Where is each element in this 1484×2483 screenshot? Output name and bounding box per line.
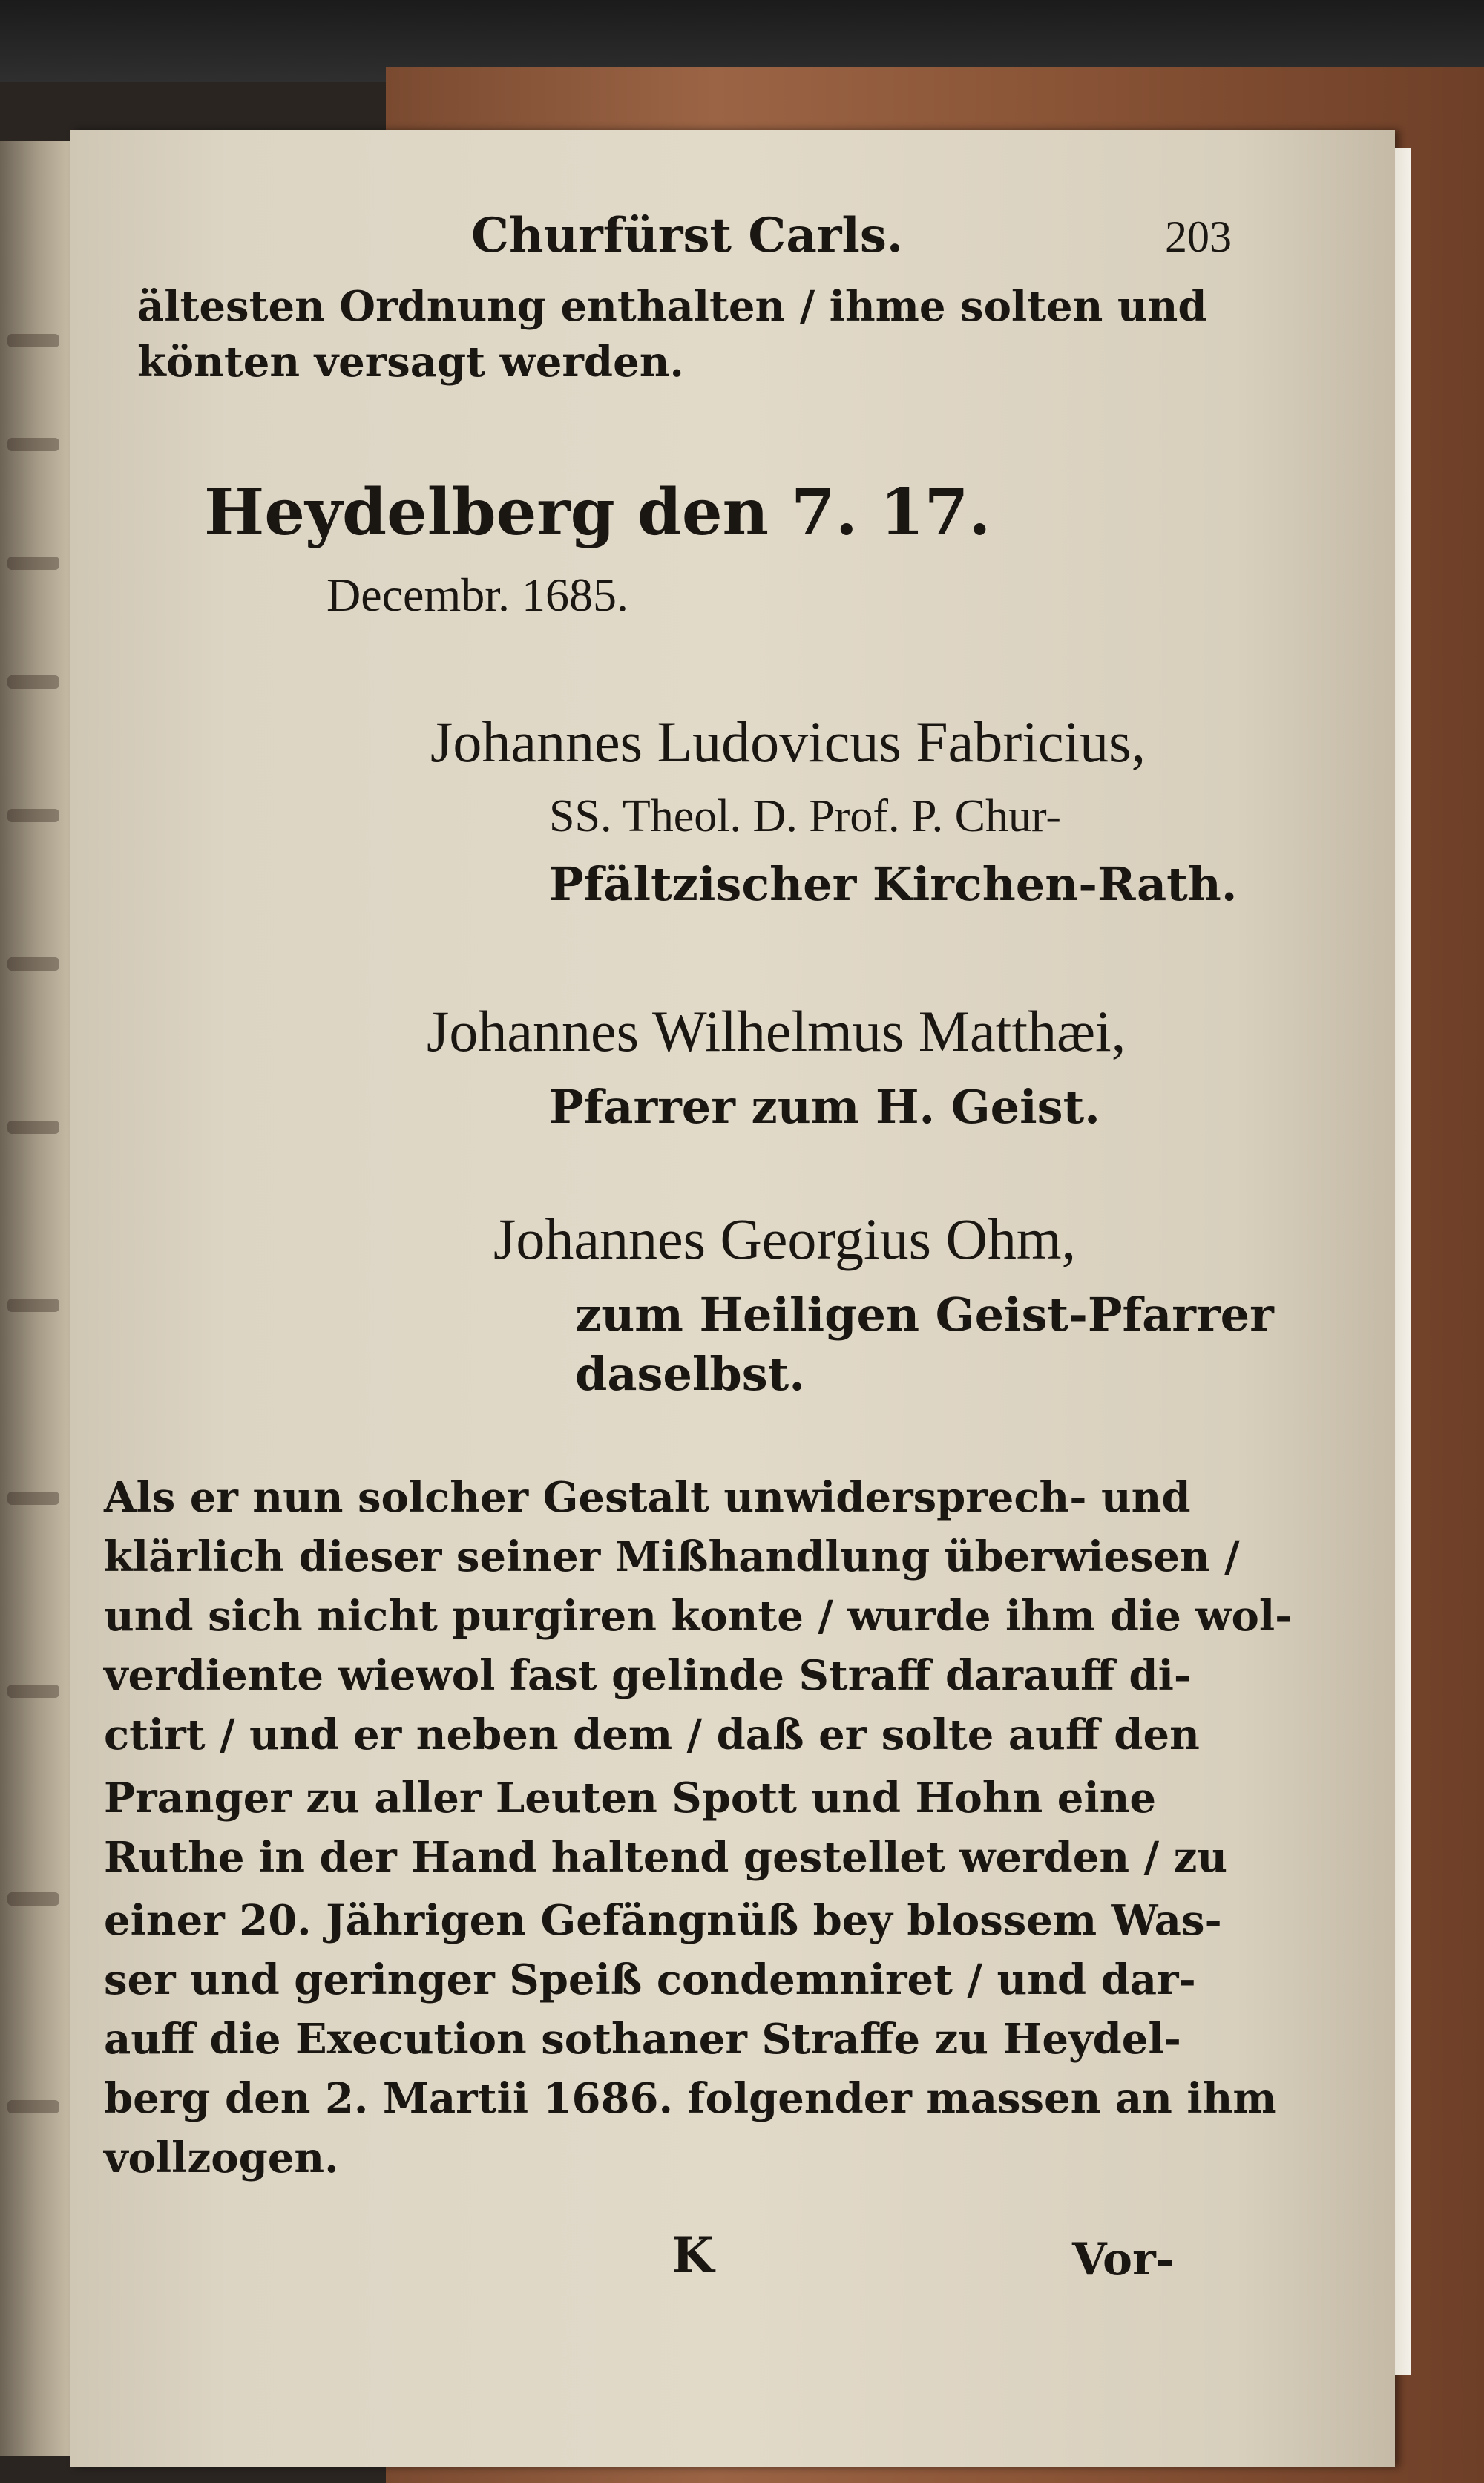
paragraph-line: verdiente wiewol fast gelinde Straff darauff di- [104, 1651, 1192, 1700]
facing-page-edge [0, 141, 73, 2456]
page-edge [1395, 148, 1411, 2375]
dateline-place: Heydelberg den 7. 17. [204, 475, 991, 550]
running-head: Churfürst Carls. [471, 208, 904, 263]
text-line: könten versagt werden. [137, 338, 684, 387]
paragraph-line: berg den 2. Martii 1686. folgender massen an ihm [104, 2074, 1277, 2123]
signature-mark: K [672, 2226, 715, 2284]
paragraph-line: und sich nicht purgiren konte / wurde ihm die wol- [104, 1592, 1293, 1641]
paragraph-line: einer 20. Jährigen Gefängnüß bey blossem Was- [104, 1896, 1222, 1945]
signatory-title: daselbst. [575, 1347, 805, 1401]
paragraph-line: ctirt / und er neben dem / daß er solte auff den [104, 1710, 1200, 1759]
signatory-name: Johannes Georgius Ohm, [493, 1207, 1076, 1271]
paragraph-line: Pranger zu aller Leuten Spott und Hohn eine [104, 1774, 1156, 1823]
paragraph-line: klärlich dieser seiner Mißhandlung überwiesen / [104, 1532, 1240, 1581]
signatory-name: Johannes Wilhelmus Matthæi, [427, 999, 1126, 1063]
signatory-title: zum Heiligen Geist-Pfarrer [575, 1288, 1274, 1342]
signatory-title: SS. Theol. D. Prof. P. Chur- [549, 791, 1062, 842]
paragraph-line: ser und geringer Speiß condemniret / und dar- [104, 1955, 1196, 2004]
signatory-title: Pfältzischer Kirchen-Rath. [549, 857, 1238, 911]
paragraph-line: Ruthe in der Hand haltend gestellet werden / zu [104, 1833, 1228, 1882]
signatory-name: Johannes Ludovicus Fabricius, [430, 709, 1146, 774]
paragraph-line: Als er nun solcher Gestalt unwidersprech- und [104, 1473, 1191, 1522]
text-line: ältesten Ordnung enthalten / ihme solten und [137, 282, 1207, 331]
paragraph-line: vollzogen. [104, 2133, 339, 2182]
catchword: Vor- [1072, 2234, 1175, 2286]
page-number: 203 [1165, 212, 1232, 261]
paragraph-line: auff die Execution sothaner Straffe zu Heydel- [104, 2015, 1181, 2064]
signatory-title: Pfarrer zum H. Geist. [549, 1080, 1100, 1134]
dateline-date: Decembr. 1685. [326, 568, 628, 621]
